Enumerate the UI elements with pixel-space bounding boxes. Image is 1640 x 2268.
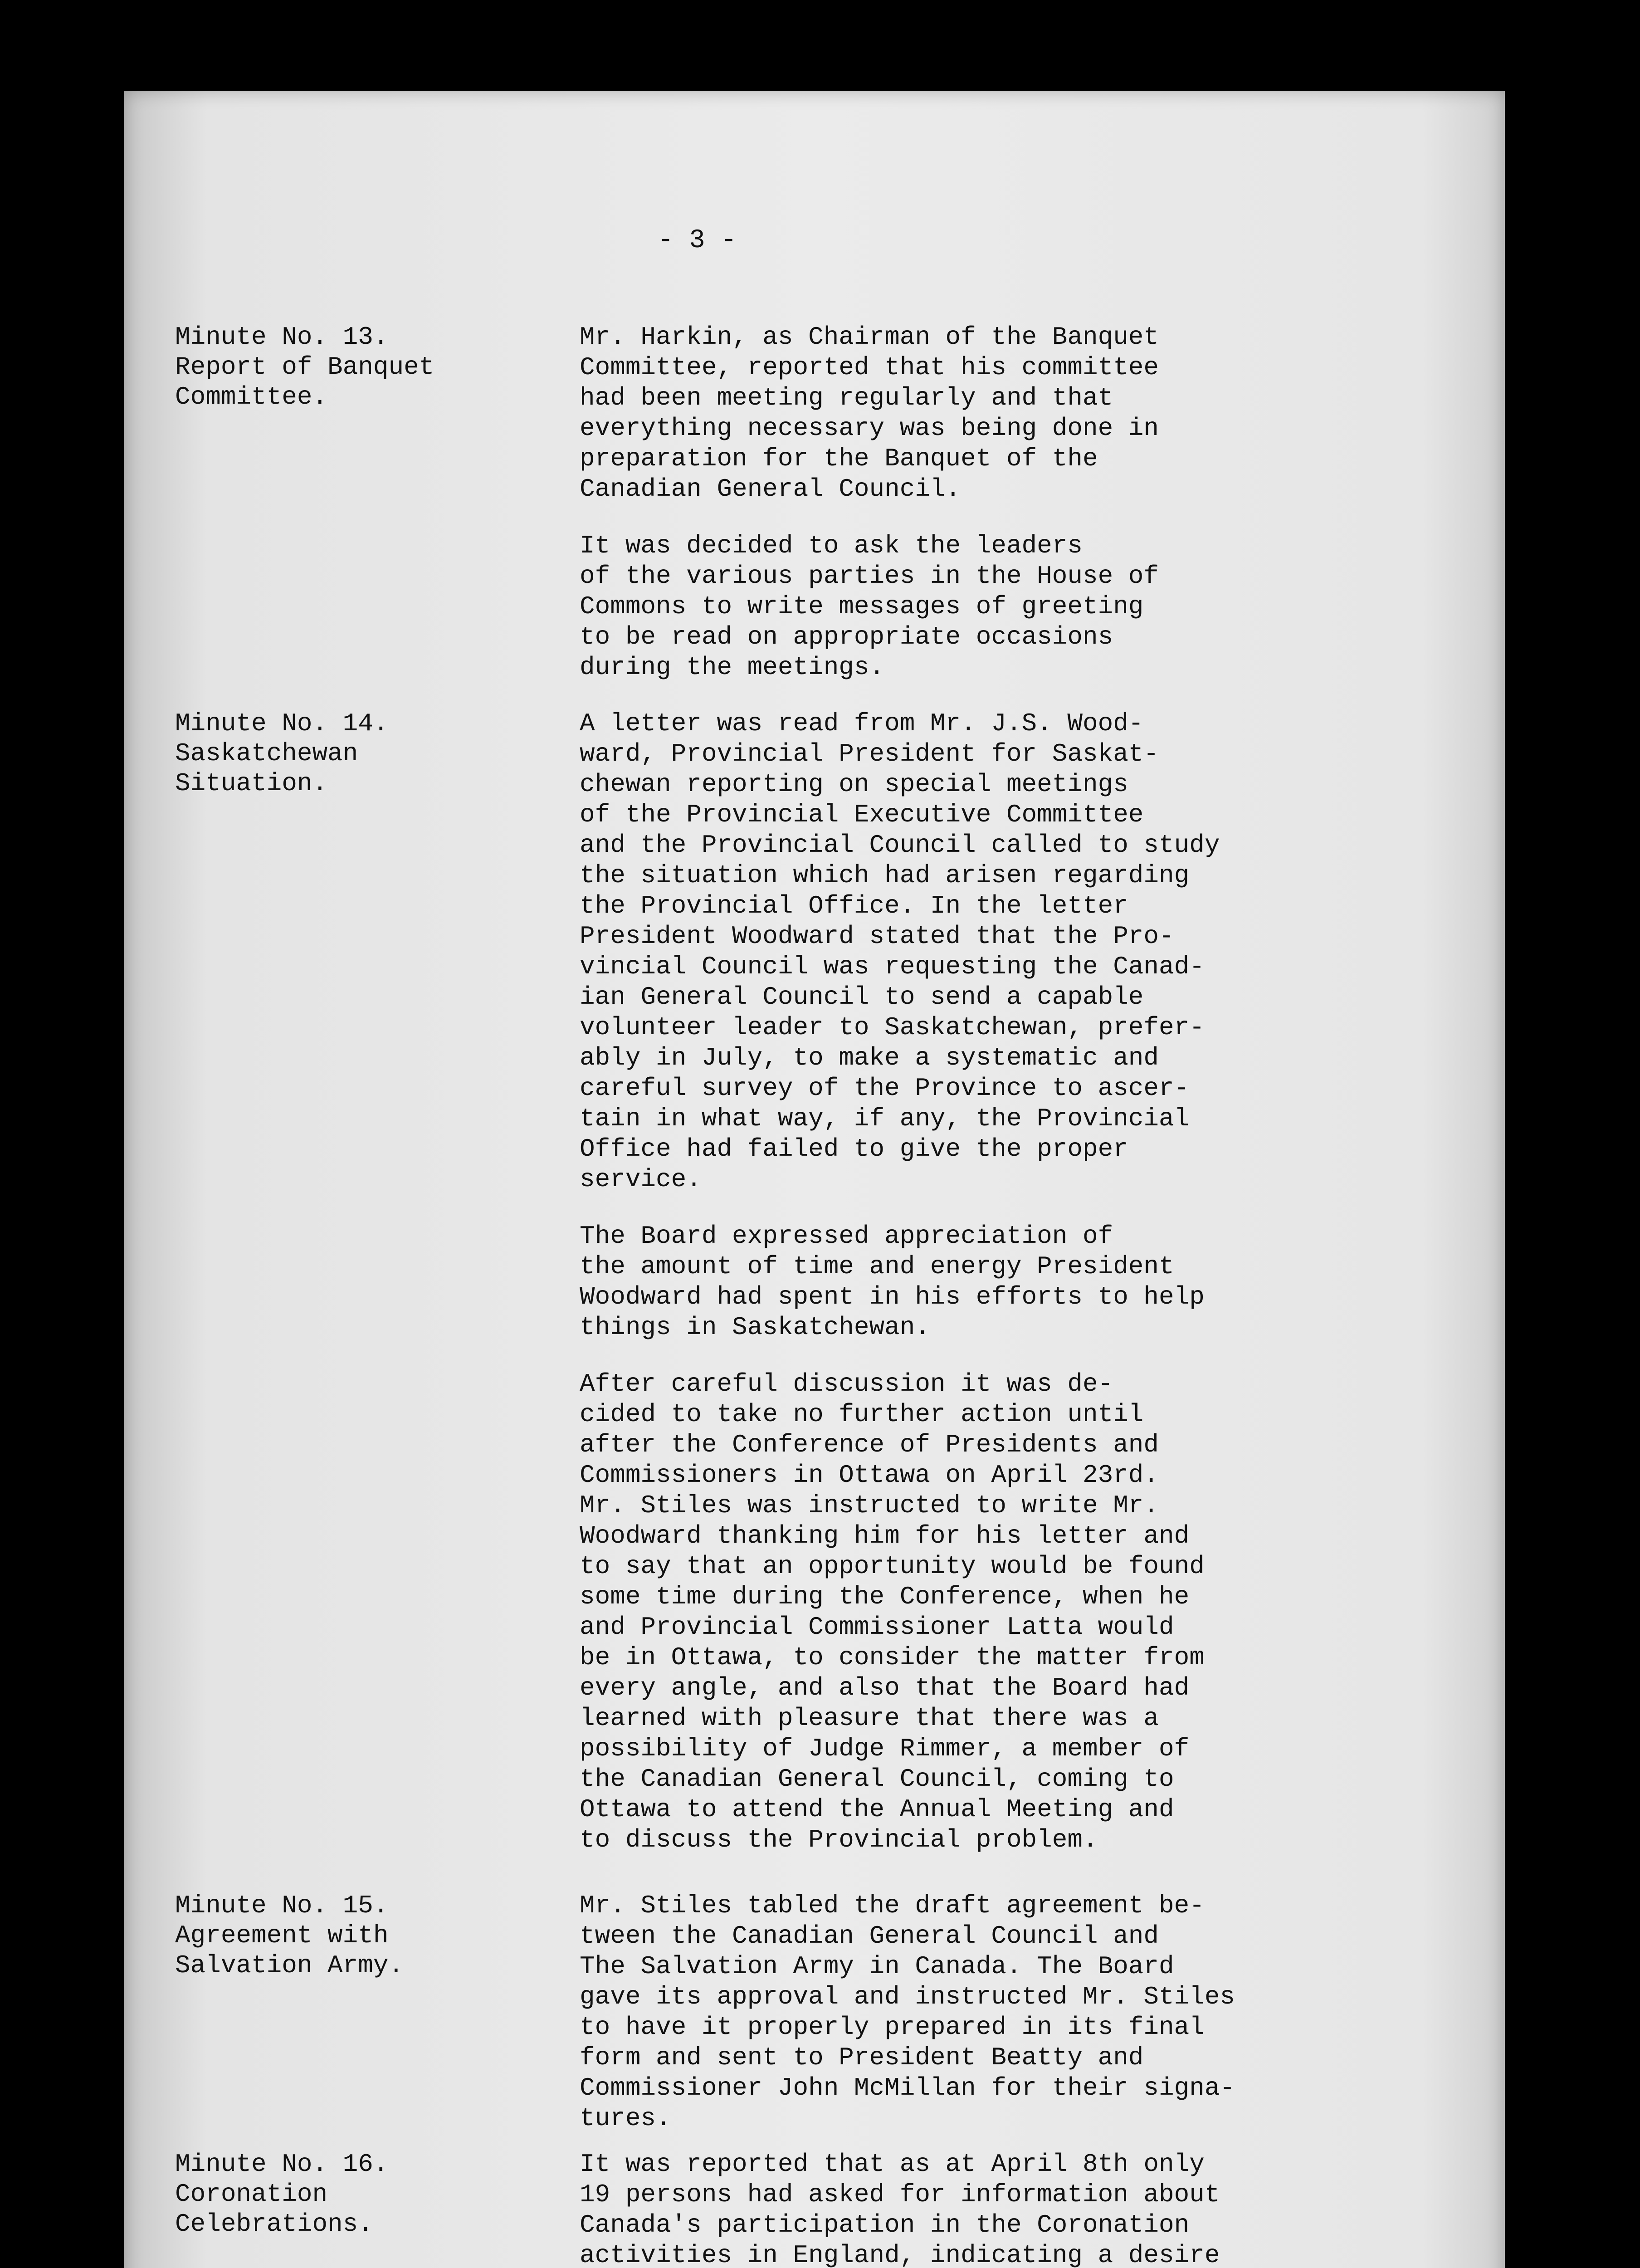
minute-13-label: Minute No. 13. Report of Banquet Committee. (175, 323, 434, 411)
paragraph: The Board expressed appreciation of the amount of time and energy President Woodward had spent in his efforts to help things in Saskatchewan. (580, 1222, 1205, 1342)
page-number: - 3 - (658, 226, 737, 255)
minute-16-label: Minute No. 16. Coronation Celebrations. (175, 2150, 389, 2239)
minute-16-body (580, 2149, 1396, 2268)
minute-13-body (580, 322, 1396, 683)
minute-14-body (580, 709, 1396, 1855)
paragraph: A letter was read from Mr. J.S. Wood- ward, Provincial President for Saskat- chewan reporting on special meetings of the Provincial Executive Committee and the Provincial Council called to study the situation which had arisen regarding the Provincial Office. In the letter President Woodward stated that the Pro- vincial Council was requesting the Canad- ian General Council to send a capable volunteer leader to Saskatchewan, prefer- ably in July, to make a systematic and careful survey of the Province to ascer- tain in what way, if any, the Provincial Office had failed to give the proper service. (580, 709, 1220, 1194)
paragraph: After careful discussion it was de- cided to take no further action until after the Conference of Presidents and Commissioners in Ottawa on April 23rd. Mr. Stiles was instructed to write Mr. Woodward thanking him for his letter and to say that an opportunity would be found some time during the Conference, when he and Provincial Commissioner Latta would be in Ottawa, to consider the matter from every angle, and also that the Board had learned with pleasure that there was a possibility of Judge Rimmer, a member of the Canadian General Council, coming to Ottawa to attend the Annual Meeting and to discuss the Provincial problem. (580, 1369, 1205, 1854)
minute-15-label: Minute No. 15. Agreement with Salvation Army. (175, 1891, 404, 1980)
paragraph: It was decided to ask the leaders of the various parties in the House of Commons to write messages of greeting to be read on appropriate occasions during the meetings. (580, 531, 1159, 682)
paragraph: It was reported that as at April 8th only 19 persons had asked for information about Canada's participation in the Coronation activities in England, indicating a desire (580, 2150, 1220, 2268)
paragraph: Mr. Stiles tabled the draft agreement be- tween the Canadian General Council and The Salvation Army in Canada. The Board gave its approval and instructed Mr. Stiles to have it properly prepared in its final form and sent to President Beatty and Commissioner John McMillan for their signa- tures. (580, 1891, 1235, 2133)
paragraph: Mr. Harkin, as Chairman of the Banquet Committee, reported that his committee had been meeting regularly and that everything necessary was being done in preparation for the Banquet of the Canadian General Council. (580, 323, 1159, 503)
minute-15-body (580, 1891, 1396, 2134)
minute-14-label: Minute No. 14. Saskatchewan Situation. (175, 709, 389, 798)
